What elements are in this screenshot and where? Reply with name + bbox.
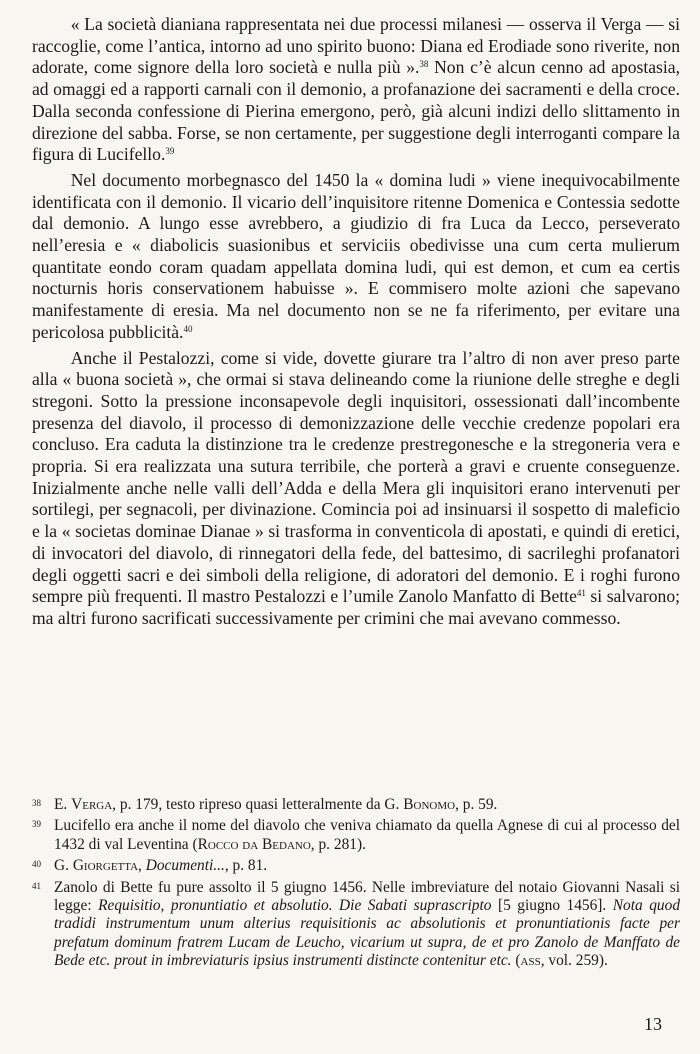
footnote-number: 41 (32, 880, 41, 891)
footnote-40 (32, 857, 680, 875)
footnote-number: 39 (32, 819, 41, 830)
paragraph-2 (32, 170, 680, 344)
footnote-38 (32, 796, 680, 814)
footnote-ref: 39 (165, 146, 175, 157)
paragraph-text: Nel documento morbegnasco del 1450 la « domina ludi » viene inequivocabilmente identificata con il demonio. Il vicario dell’inquisitore ritenne Domenica e Contessia sedotte dal demonio. A lungo esse avrebbero, a giudizio di fra Luca da Lecco, perseverato nell’eresia e « diabolicis suasionibus et serviciis obedivisse una cum certa mulierum quantitate eondo coram quadam appellata domina ludi, qui est demon, et cum ea certis nocturnis horis conservationem habuisse ». E commisero molte azioni che sapevano manifestamente di eresia. Ma nel documento non se ne fa riferimento, per evitare una pericolosa pubblicità. (32, 169, 680, 342)
footnote-text: Lucifello era anche il nome del diavolo che veniva chiamato da quella Agnese di cui al processo del 1432 di val Leventina (Rocco da Bedano, p. 281). (54, 817, 680, 853)
page-number: 13 (644, 1014, 662, 1034)
paragraph-1 (32, 14, 680, 166)
footnote-ref: 41 (576, 588, 586, 599)
main-text (32, 14, 680, 630)
paragraph-3 (32, 348, 680, 630)
paragraph-text: Anche il Pestalozzi, come si vide, dovette giurare tra l’altro di non aver preso parte alla « buona società », che ormai si stava delineando come la riunione delle streghe e degli stregoni. Sotto la pressione inconsapevole degli inquisitori, ossessionati dall’incombente presenza del diavolo, il processo di demonizzazione delle vecchie credenze popolari era concluso. Era caduta la distinzione tra le credenze prestregonesche e la stregoneria vera e propria. Si era realizzata una sutura terribile, che porterà a gravi e cruente conseguenze. Inizialmente anche nelle valli dell’Adda e della Mera gli inquisitori erano intervenuti per sortilegi, per segnacoli, per divinazione. Comincia poi ad insinuarsi il sospetto di maleficio e la « societas dominae Dianae » si trasforma in conventicola di apostati, e quindi di eretici, di invocatori del diavolo, di rinnegatori della fede, del battesimo, di sacrileghi profanatori degli oggetti sacri e dei simboli della religione, di adoratori del demonio. E i roghi furono sempre più frequenti. Il mastro Pestalozzi e l’umile Zanolo Manfatto di Bette (32, 347, 680, 607)
footnote-39 (32, 817, 680, 854)
footnote-number: 38 (32, 798, 41, 808)
footnote-ref: 40 (183, 323, 193, 334)
footnote-text: E. Verga, p. 179, testo ripreso quasi letteralmente da G. Bonomo, p. 59. (54, 796, 498, 813)
footnote-text: Zanolo di Bette fu pure assolto il 5 giugno 1456. Nelle imbreviature del notaio Giovanni Nasali si legge: Requisitio, pronuntiatio et absolutio. Die Sabati suprascripto [5 giugno 1456]. Nota quod tradidi instrumentum unum alterius requisitionis ac absolutionis et pronuntiationis facte per prefatum dominum fratrem Lucam de Leucho, vicarium ut supra, de et pro Zanolo de Manffato de Bede etc. prout in imbreviaturis ipsius instrumenti distincte contenitur etc. (ass, vol. 259). (54, 878, 681, 970)
paragraph-text: Non c’è alcun cenno ad apostasia, ad omaggi ed a rapporti carnali con il demonio, a profanazione dei sacramenti e della croce. Dalla seconda confessione di Pierina emergono, però, già alcuni indizi dello slittamento in direzione del sabba. Forse, se non certamente, per suggestione degli interroganti compare la figura di Lucifello. (32, 57, 680, 165)
paragraph-text: si salvarono; ma altri furono sacrificati successivamente per crimini che mai avevano commesso. (32, 586, 680, 628)
footnote-ref: 38 (419, 59, 429, 70)
footnote-41 (32, 879, 680, 971)
footnote-number: 40 (32, 859, 41, 870)
footnote-text: G. Giorgetta, Documenti..., p. 81. (54, 857, 268, 875)
paragraph-text: « La società dianiana rappresentata nei due processi milanesi — osserva il Verga — si raccoglie, come l’antica, intorno ad uno spirito buono: Diana ed Erodiade sono riverite, non adorate, come signore della loro società e nulla più ». (32, 14, 680, 78)
footnotes (32, 796, 680, 974)
